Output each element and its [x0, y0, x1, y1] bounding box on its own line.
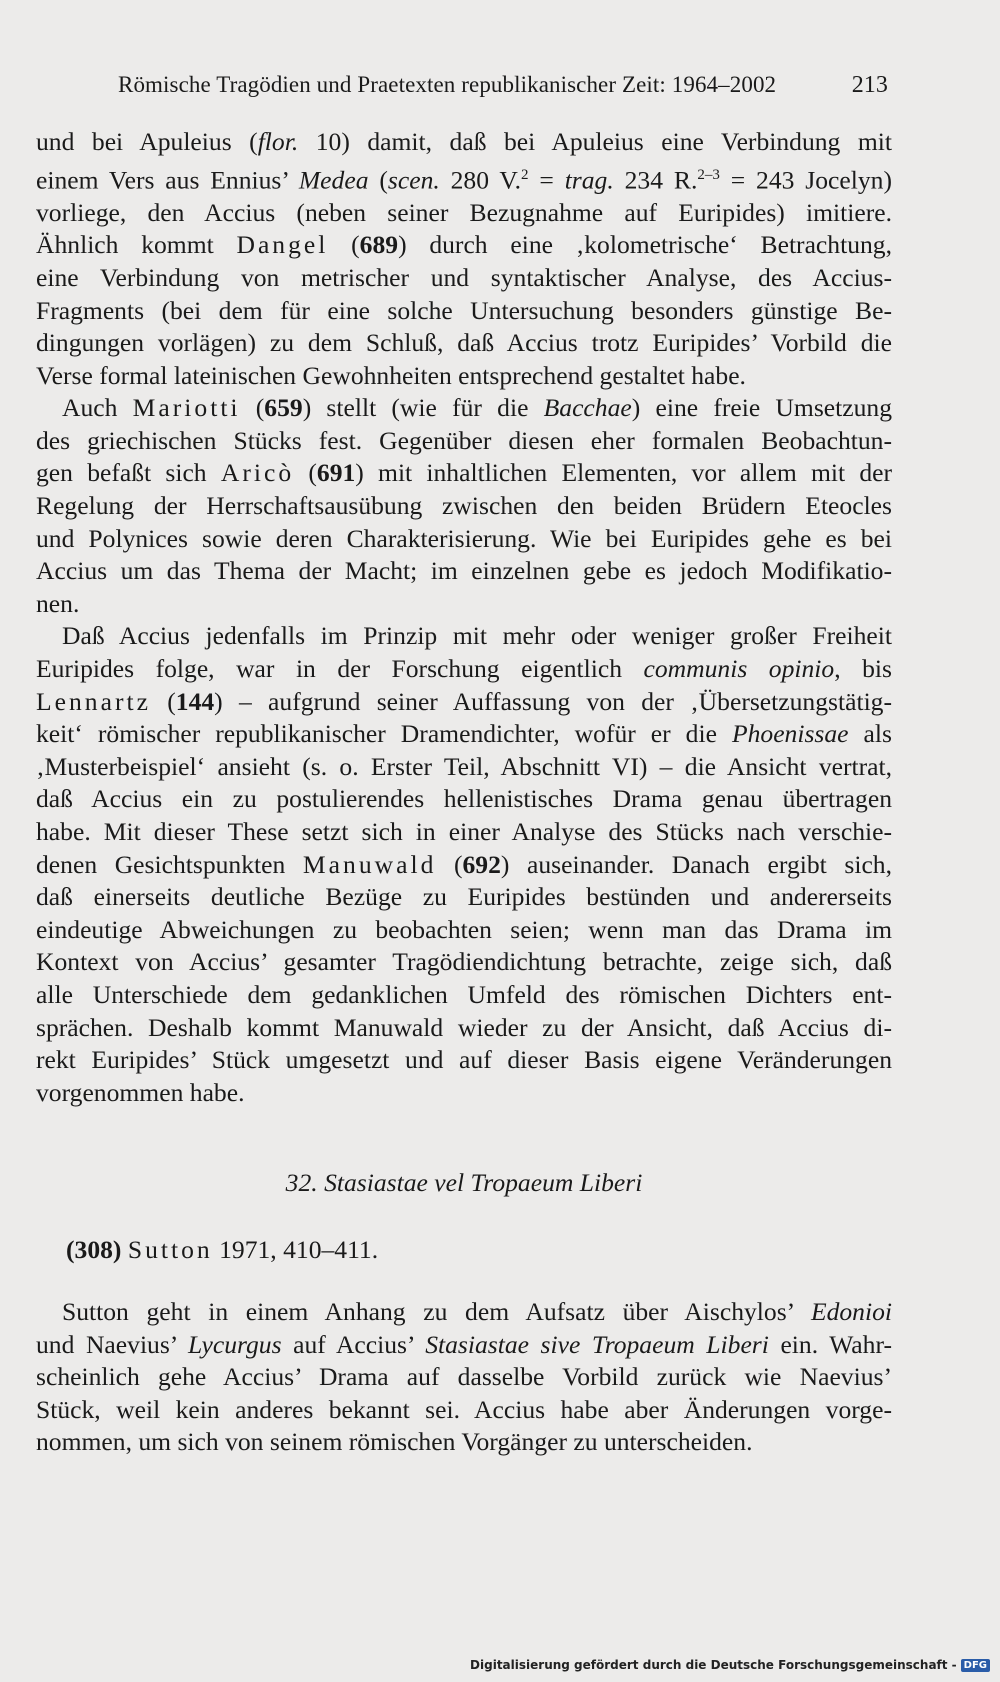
running-header	[118, 72, 888, 99]
text-line: Accius um das Thema der Macht; im einzelnen gebe es jedoch Modifikatio-	[36, 556, 892, 586]
text-line: eindeutige Abweichungen zu beobachten seien; wenn man das Drama im	[36, 914, 892, 944]
summary-paragraph	[36, 1296, 892, 1459]
text-line: Verse formal lateinischen Gewohnheiten entsprechend gestaltet habe.	[36, 360, 746, 390]
text-line: Euripides folge, war in der Forschung eigentlich communis opinio, bis	[36, 654, 892, 684]
text-line: sprächen. Deshalb kommt Manuwald wieder zu der Ansicht, daß Accius di-	[36, 1012, 892, 1042]
text-line: des griechischen Stücks fest. Gegenüber diesen eher formalen Beobachtun-	[36, 425, 892, 455]
section-heading: 32. Stasiastae vel Tropaeum Liberi	[285, 1168, 643, 1197]
text-line: Lennartz (144) – aufgrund seiner Auffassung von der ‚Übersetzungstätig-	[36, 686, 893, 716]
text-line: eine Verbindung von metrischer und syntaktischer Analyse, des Accius-	[36, 262, 892, 292]
reference-citation: 1971, 410–411.	[219, 1235, 379, 1264]
text-line: keit‘ römischer republikanischer Dramendichter, wofür er die Phoenissae als	[36, 719, 892, 749]
text-line: vorliege, den Accius (neben seiner Bezugnahme auf Euripides) imitiere.	[36, 197, 892, 227]
reference-author: Sutton	[127, 1235, 213, 1264]
text-line: alle Unterschiede dem gedanklichen Umfeld des römischen Dichters ent-	[36, 979, 892, 1009]
main-text	[36, 126, 892, 1109]
text-line: Sutton geht in einem Anhang zu dem Aufsatz über Aischylos’ Edonioi	[62, 1297, 892, 1326]
text-line: und bei Apuleius (flor. 10) damit, daß bei Apuleius eine Verbindung mit	[36, 127, 892, 156]
text-line: rekt Euripides’ Stück umgesetzt und auf dieser Basis eigene Veränderungen	[36, 1045, 892, 1075]
text-line: Fragments (bei dem für eine solche Untersuchung besonders günstige Be-	[36, 295, 892, 325]
text-line: denen Gesichtspunkten Manuwald (692) auseinander. Danach ergibt sich,	[36, 849, 893, 879]
page-number: 213	[851, 72, 888, 98]
dfg-logo: DFG	[961, 1659, 990, 1672]
text-line: vorgenommen habe.	[36, 1077, 245, 1107]
text-line: scheinlich gehe Accius’ Drama auf dasselbe Vorbild zurück wie Naevius’	[36, 1362, 892, 1392]
text-line: und Naevius’ Lycurgus auf Accius’ Stasiastae sive Tropaeum Liberi ein. Wahr-	[36, 1329, 892, 1359]
reference-number: (308)	[66, 1235, 122, 1264]
text-line: habe. Mit dieser These setzt sich in einer Analyse des Stücks nach verschie-	[36, 817, 892, 846]
text-line: nen.	[36, 588, 80, 618]
text-line: ‚Musterbeispiel‘ ansieht (s. o. Erster Teil, Abschnitt VI) – die Ansicht vertrat,	[36, 751, 892, 781]
text-line: Regelung der Herrschaftsausübung zwischen den beiden Brüdern Eteocles	[36, 491, 892, 521]
text-line: einem Vers aus Ennius’ Medea (scen. 280 V.$^2$ = trag. 234 R.$^{2-3}$ = 243 Jocelyn)	[36, 165, 892, 195]
text-line: und Polynices sowie deren Charakterisierung. Wie bei Euripides gehe es bei	[36, 523, 892, 553]
text-line: Auch Mariotti (659) stellt (wie für die Bacchae) eine freie Umsetzung	[62, 393, 892, 423]
text-line: Stück, weil kein anderes bekannt sei. Accius habe aber Änderungen vorge-	[36, 1394, 892, 1424]
digitization-footer	[470, 1658, 990, 1672]
text-line: Kontext von Accius’ gesamter Tragödiendichtung betrachte, zeige sich, daß	[36, 947, 892, 977]
text-line: Daß Accius jedenfalls im Prinzip mit mehr oder weniger großer Freiheit	[62, 621, 892, 651]
text-line: gen befaßt sich Aricò (691) mit inhaltlichen Elementen, vor allem mit der	[36, 458, 893, 488]
text-line: Ähnlich kommt Dangel (689) durch eine ‚kolometrische‘ Betrachtung,	[36, 230, 892, 260]
text-line: daß Accius ein zu postulierendes hellenistisches Drama genau übertragen	[36, 784, 892, 814]
text-line: nommen, um sich von seinem römischen Vorgänger zu unterscheiden.	[36, 1427, 753, 1457]
text-line: daß einerseits deutliche Bezüge zu Euripides bestünden und andererseits	[36, 882, 892, 912]
reference-entry	[66, 1235, 378, 1265]
footer-text: Digitalisierung gefördert durch die Deutsche Forschungsgemeinschaft -	[470, 1658, 957, 1672]
running-title: Römische Tragödien und Praetexten republikanischer Zeit: 1964–2002	[118, 72, 777, 97]
text-line: dingungen vorlägen) zu dem Schluß, daß Accius trotz Euripides’ Vorbild die	[36, 328, 892, 358]
